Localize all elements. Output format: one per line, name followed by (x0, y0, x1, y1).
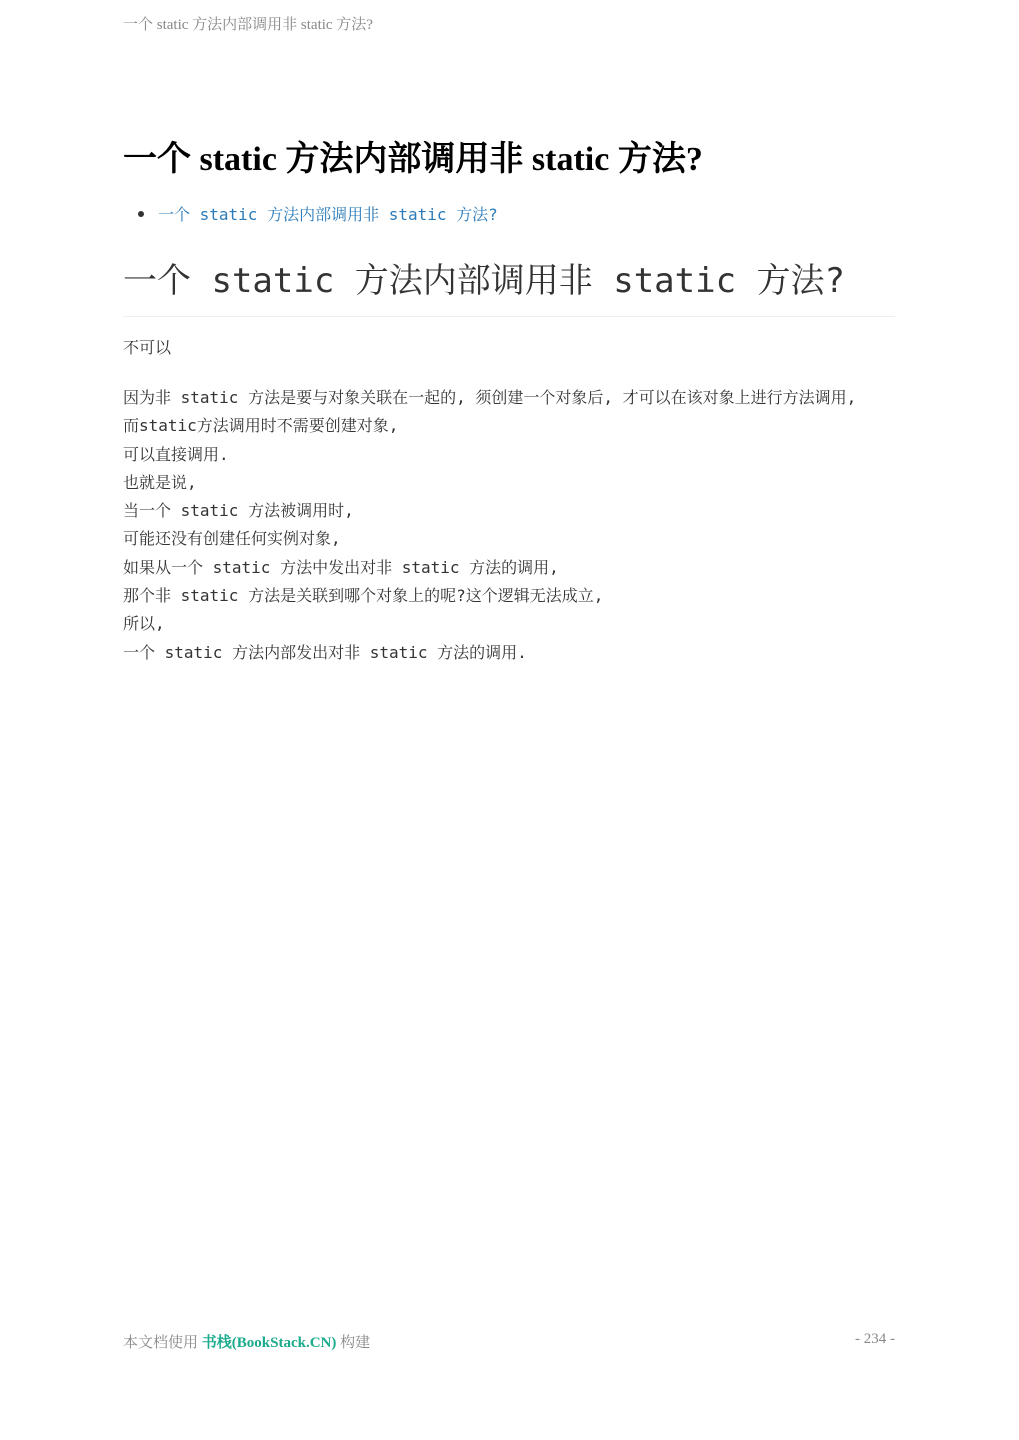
explanation-line: 可以直接调用. (123, 444, 229, 464)
section-heading: 一个 static 方法内部调用非 static 方法? (123, 258, 895, 317)
explanation-line: 也就是说, (123, 472, 197, 492)
bullet-icon (138, 211, 144, 217)
footer-brand-link[interactable]: 书栈(BookStack.CN) (201, 1335, 337, 1351)
explanation-paragraph (123, 384, 895, 667)
footer-credit (123, 1331, 370, 1352)
explanation-line: 所以, (123, 614, 165, 634)
explanation-line: 因为非 static 方法是要与对象关联在一起的, 须创建一个对象后, 才可以在该对象上进行方法调用, (123, 388, 857, 407)
explanation-line: 那个非 static 方法是关联到哪个对象上的呢?这个逻辑无法成立, (123, 586, 604, 606)
explanation-line: 当一个 static 方法被调用时, (123, 501, 354, 521)
running-header: 一个 static 方法内部调用非 static 方法? (123, 17, 373, 33)
explanation-line: 如果从一个 static 方法中发出对非 static 方法的调用, (123, 557, 559, 577)
toc-item (123, 203, 498, 227)
footer-suffix: 构建 (340, 1335, 371, 1351)
page-title: 一个 static 方法内部调用非 static 方法? (123, 141, 703, 178)
explanation-line: 可能还没有创建任何实例对象, (123, 529, 341, 549)
table-of-contents (123, 203, 498, 227)
footer-prefix: 本文档使用 (123, 1335, 199, 1351)
answer-paragraph: 不可以 (123, 338, 172, 357)
toc-link[interactable]: 一个 static 方法内部调用非 static 方法? (158, 205, 498, 224)
page-number: - 234 - (855, 1331, 895, 1347)
explanation-line: 而static方法调用时不需要创建对象, (123, 416, 399, 436)
explanation-line: 一个 static 方法内部发出对非 static 方法的调用. (123, 642, 527, 662)
